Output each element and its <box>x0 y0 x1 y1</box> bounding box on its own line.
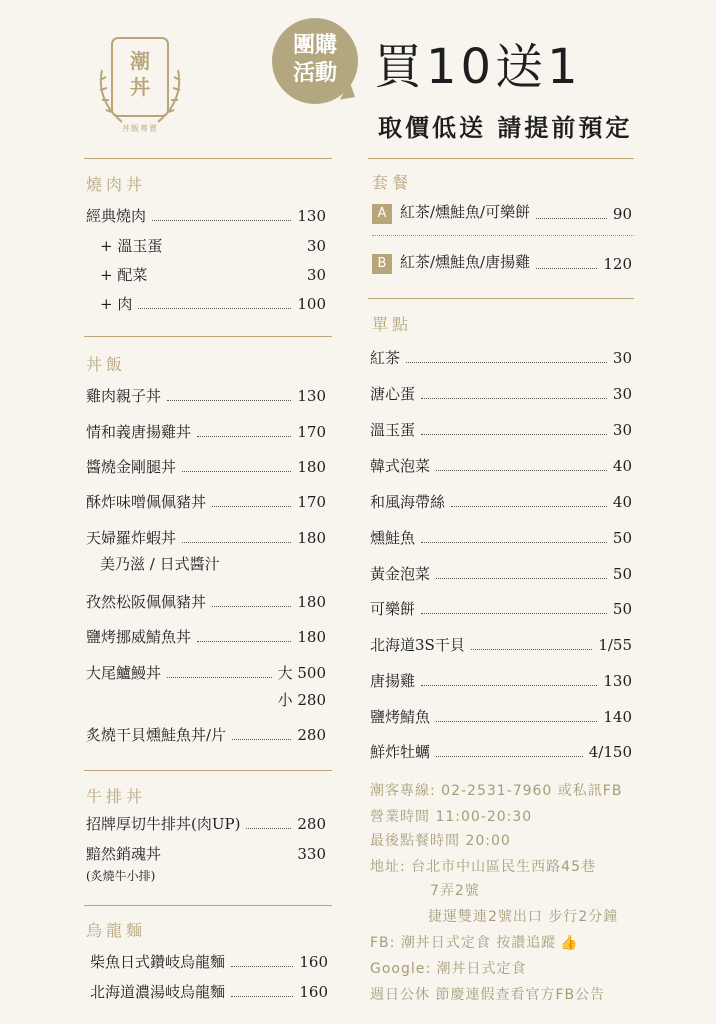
thumbs-up-icon: 👍 <box>560 935 579 951</box>
divider-right-top <box>368 158 634 159</box>
menu-item: 黯然銷魂丼 330 <box>86 845 326 863</box>
section-title-sets: 套餐 <box>372 173 413 192</box>
promo-headline: 買10送1 <box>374 39 582 95</box>
divider <box>84 770 332 771</box>
menu-item: 北海道濃湯岐烏龍麵 160 <box>90 983 328 1001</box>
menu-item: 炙燒干貝燻鮭魚丼/片 280 <box>86 726 326 744</box>
menu-item: 燻鮭魚 50 <box>370 529 632 547</box>
divider <box>84 336 332 337</box>
divider-left-top <box>84 158 332 159</box>
menu-item: 鹽烤挪威鯖魚丼 180 <box>86 628 326 646</box>
info-closed-days: 週日公休 節慶連假查看官方FB公告 <box>370 987 606 1003</box>
menu-item: 和風海帶絲 40 <box>370 493 632 511</box>
promo-bubble-line1: 團購 <box>292 33 337 58</box>
menu-item: 鮮炸牡蠣 4/150 <box>370 743 632 761</box>
menu-item: 北海道3S干貝 1/55 <box>370 636 632 654</box>
menu-item: 雞肉親子丼 130 <box>86 387 326 405</box>
set-badge: A <box>372 204 392 224</box>
info-last-order: 最後點餐時間 20:00 <box>370 833 511 849</box>
section-title-steak: 牛排丼 <box>86 787 147 806</box>
menu-item: 可樂餅 50 <box>370 600 632 618</box>
logo-char-1: 潮 <box>130 49 150 73</box>
info-address-line2: 7弄2號 <box>430 883 480 899</box>
menu-item-eel-small: 小 280 <box>277 691 326 709</box>
menu-item: 韓式泡菜 40 <box>370 457 632 475</box>
section-title-donburi: 丼飯 <box>86 355 127 374</box>
section-title-yakiniku: 燒肉丼 <box>86 175 147 194</box>
section-title-udon: 烏龍麵 <box>86 921 147 940</box>
menu-item: + 溫玉蛋 30 <box>100 237 326 255</box>
menu-item: 黃金泡菜 50 <box>370 565 632 583</box>
set-item-a: A 紅茶/燻鮭魚/可樂餅 90 <box>372 202 632 224</box>
info-facebook: FB: 潮丼日式定食 按讚追蹤 👍 <box>370 935 579 951</box>
menu-item: 柴魚日式鑽岐烏龍麵 160 <box>90 953 328 971</box>
menu-item: 紅茶 30 <box>370 349 632 367</box>
menu-item: + 肉 100 <box>100 295 326 313</box>
menu-item: 溏心蛋 30 <box>370 385 632 403</box>
menu-item: 鹽烤鯖魚 140 <box>370 708 632 726</box>
menu-item: 情和義唐揚雞丼 170 <box>86 423 326 441</box>
info-phone: 潮客專線: 02-2531-7960 或私訊FB <box>370 783 623 799</box>
logo-char-2: 丼 <box>130 75 150 99</box>
info-google: Google: 潮丼日式定食 <box>370 961 527 977</box>
info-mrt: 捷運雙連2號出口 步行2分鐘 <box>428 909 619 925</box>
logo-subtitle: 丼飯專賣 <box>122 124 158 133</box>
menu-item: + 配菜 30 <box>100 266 326 284</box>
divider <box>84 905 332 906</box>
dotted-separator <box>372 235 634 236</box>
info-hours: 營業時間 11:00-20:30 <box>370 809 533 825</box>
menu-item: 經典燒肉 130 <box>86 207 326 225</box>
brand-logo <box>92 30 188 140</box>
menu-item: 溫玉蛋 30 <box>370 421 632 439</box>
menu-item: 天婦羅炸蝦丼 180 <box>86 529 326 547</box>
menu-item: 酥炸味噌佩佩豬丼 170 <box>86 493 326 511</box>
divider <box>368 298 634 299</box>
menu-item: 醬燒金剛腿丼 180 <box>86 458 326 476</box>
steak-note: (炙燒牛小排) <box>86 869 156 883</box>
set-item-b: B 紅茶/燻鮭魚/唐揚雞 120 <box>372 252 632 274</box>
promo-bubble-line2: 活動 <box>292 61 337 86</box>
sauce-note: 美乃滋 / 日式醬汁 <box>100 555 220 573</box>
promo-subline: 取價低送 請提前預定 <box>378 113 633 142</box>
menu-item: 唐揚雞 130 <box>370 672 632 690</box>
info-address-line1: 地址: 台北市中山區民生西路45巷 <box>370 859 596 875</box>
menu-item: 孜然松阪佩佩豬丼 180 <box>86 593 326 611</box>
menu-item: 招牌厚切牛排丼(肉UP) 280 <box>86 815 326 833</box>
menu-item-eel: 大尾鱸鰻丼 大 500 <box>86 664 326 682</box>
section-title-alacarte: 單點 <box>372 315 413 334</box>
set-badge: B <box>372 254 392 274</box>
